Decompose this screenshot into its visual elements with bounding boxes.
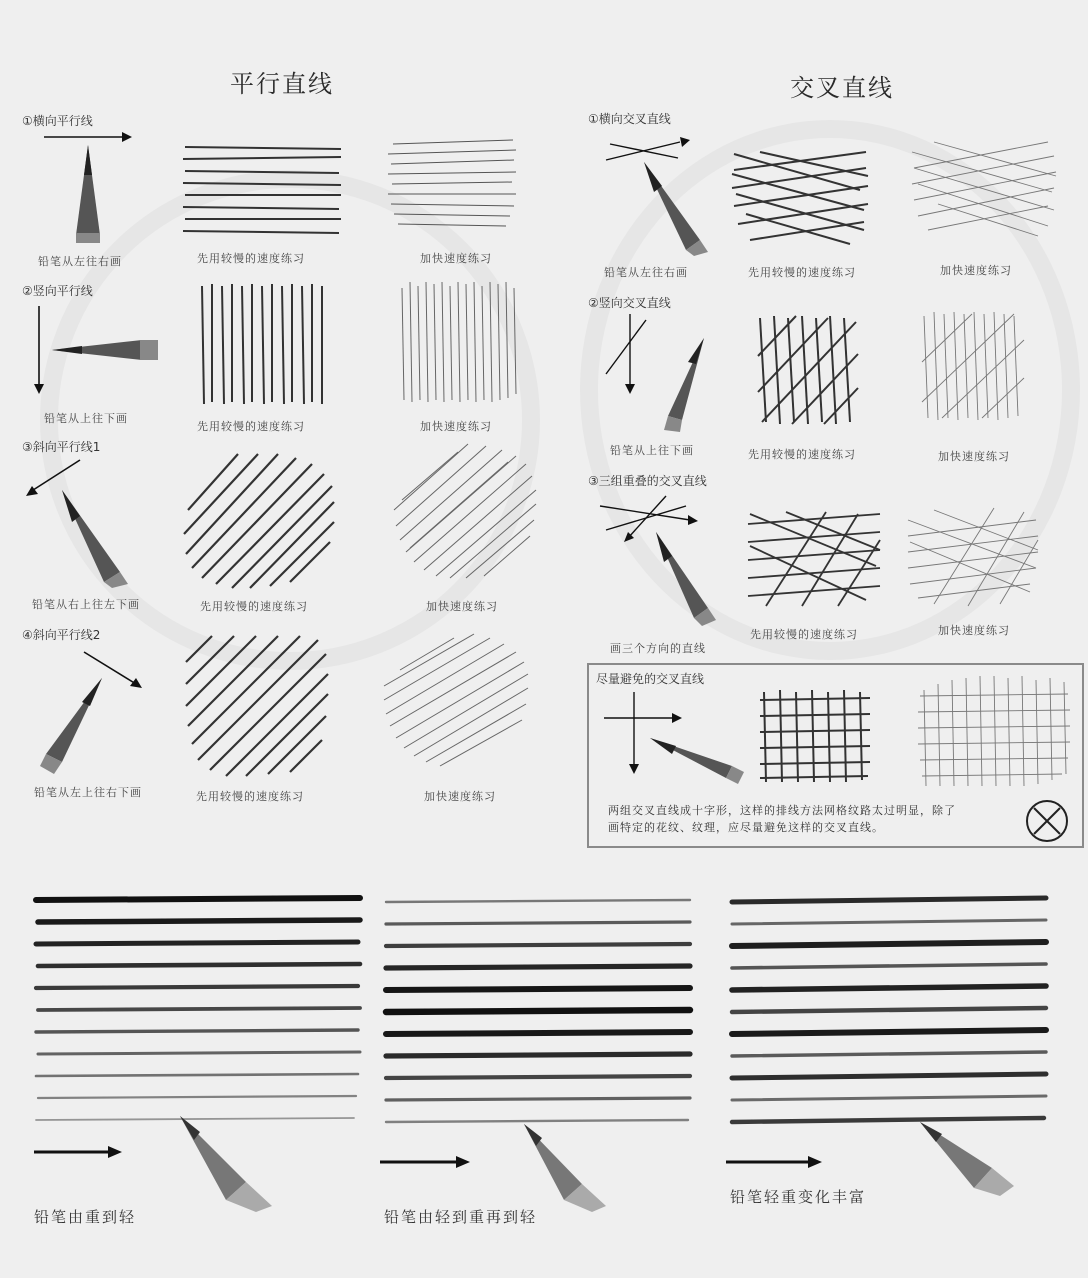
left-section-1-pencil-caption: 铅笔从左往右画: [38, 255, 122, 268]
pressure-lines-heavy-to-light: [34, 892, 362, 1142]
right-section-3-fast-caption: 加快速度练习: [938, 624, 1010, 637]
left-section-2-fast-caption: 加快速度练习: [420, 420, 492, 433]
arrow-down-icon: [32, 306, 46, 396]
right-section-2-label: ②竖向交叉直线: [588, 296, 671, 310]
right-section-3-slow-caption: 先用较慢的速度练习: [750, 628, 858, 641]
pencil-icon-b3: [916, 1118, 1016, 1198]
pencil-icon-b1: [176, 1112, 276, 1212]
bottom-caption-2: 铅笔由轻到重再到轻: [384, 1208, 538, 1226]
left-section-1-fast-caption: 加快速度练习: [420, 252, 492, 265]
hatch-diagonal1-fast: [388, 440, 538, 580]
grid-crosshatch-fast: [912, 676, 1072, 788]
arrow-right-icon: [44, 130, 134, 144]
right-section-1-fast-caption: 加快速度练习: [940, 264, 1012, 277]
crosshatch-triple-fast: [904, 496, 1040, 612]
right-section-2-slow-caption: 先用较慢的速度练习: [748, 448, 856, 461]
right-section-3-label: ③三组重叠的交叉直线: [588, 474, 707, 488]
hatch-horizontal-slow: [183, 143, 343, 243]
pencil-diagonal2-icon: [36, 676, 106, 776]
left-section-2-label: ②竖向平行线: [22, 284, 93, 298]
left-section-4-fast-caption: 加快速度练习: [424, 790, 496, 803]
grid-crosshatch-slow: [760, 690, 872, 784]
left-section-4-label: ④斜向平行线2: [22, 628, 101, 642]
right-title: 交叉直线: [790, 74, 894, 102]
pencil-icon-r2: [660, 336, 710, 436]
left-section-1-slow-caption: 先用较慢的速度练习: [197, 252, 305, 265]
crosshatch-horizontal-slow: [730, 150, 870, 250]
crosshatch-horizontal-fast: [908, 128, 1058, 248]
right-section-3-pencil-caption: 画三个方向的直线: [610, 642, 706, 655]
left-section-2-slow-caption: 先用较慢的速度练习: [197, 420, 305, 433]
right-section-1-pencil-caption: 铅笔从左往右画: [604, 266, 688, 279]
pencil-icon-r3: [652, 530, 718, 626]
pressure-lines-light-heavy-light: [384, 894, 692, 1144]
arrow-right-icon-b3: [726, 1154, 824, 1170]
pressure-lines-varied: [730, 894, 1048, 1138]
avoid-title: 尽量避免的交叉直线: [596, 672, 705, 686]
right-section-2-pencil-caption: 铅笔从上往下画: [610, 444, 694, 457]
left-section-3-fast-caption: 加快速度练习: [426, 600, 498, 613]
crosshatch-triple-slow: [746, 510, 882, 608]
left-title: 平行直线: [230, 70, 334, 98]
hatch-horizontal-fast: [388, 136, 518, 236]
pencil-icon: [70, 145, 106, 245]
arrow-right-icon-b1: [34, 1144, 124, 1160]
bottom-caption-1: 铅笔由重到轻: [34, 1208, 137, 1226]
left-section-3-pencil-caption: 铅笔从右上往左下画: [32, 598, 140, 611]
hatch-diagonal1-slow: [178, 450, 338, 590]
crosshatch-vertical-fast: [918, 312, 1028, 422]
cross-circle-icon: [1024, 798, 1070, 844]
hatch-diagonal2-slow: [182, 632, 332, 780]
hatch-diagonal2-fast: [380, 630, 530, 770]
pencil-horizontal-icon-r4: [648, 732, 748, 782]
avoid-note-line-1: 两组交叉直线成十字形，这样的排线方法网格纹路太过明显，除了: [608, 804, 956, 817]
left-section-2-pencil-caption: 铅笔从上往下画: [44, 412, 128, 425]
pencil-icon-r1: [640, 160, 710, 256]
pencil-diagonal-icon: [60, 488, 130, 588]
pencil-horizontal-icon: [52, 336, 162, 364]
left-section-3-label: ③斜向平行线1: [22, 440, 101, 454]
hatch-vertical-slow: [198, 284, 326, 406]
arrow-right-icon-b2: [380, 1154, 472, 1170]
left-section-4-slow-caption: 先用较慢的速度练习: [196, 790, 304, 803]
bottom-caption-3: 铅笔轻重变化丰富: [730, 1188, 867, 1206]
left-section-3-slow-caption: 先用较慢的速度练习: [200, 600, 308, 613]
avoid-note: [608, 802, 1028, 836]
avoid-note-line-2: 画特定的花纹、纹理，应尽量避免这样的交叉直线。: [608, 821, 884, 834]
crosshatch-vertical-slow: [756, 316, 860, 426]
right-section-2-fast-caption: 加快速度练习: [938, 450, 1010, 463]
left-section-4-pencil-caption: 铅笔从左上往右下画: [34, 786, 142, 799]
left-section-1-label: ①横向平行线: [22, 114, 93, 128]
right-section-1-slow-caption: 先用较慢的速度练习: [748, 266, 856, 279]
right-section-1-label: ①横向交叉直线: [588, 112, 671, 126]
hatch-vertical-fast: [398, 282, 520, 404]
cross-arrows-vertical-icon: [600, 314, 650, 396]
pencil-icon-b2: [520, 1120, 610, 1210]
